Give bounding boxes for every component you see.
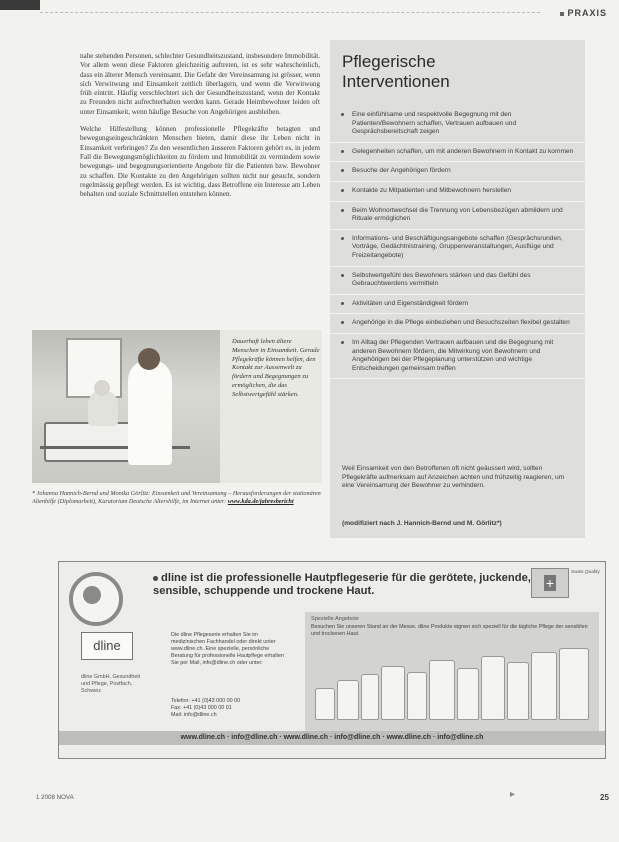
bullet-icon (341, 321, 344, 324)
bullet-icon (153, 576, 158, 581)
contact-line[interactable]: Telefon: +41 (0)43 000 00 00 (171, 698, 241, 704)
swiss-quality-label: Swiss Quality (571, 570, 600, 575)
product-bottle (507, 662, 529, 720)
list-item (330, 202, 585, 230)
list-item-text: Selbstwertgefühl des Bewohners stärken und das Gefühl des Gebrauchtwerdens vermitteln (352, 271, 531, 288)
interventions-box (330, 40, 585, 538)
list-item-text: Kontakte zu Mitpatienten und Mitbewohnern herstellen (352, 186, 512, 194)
list-item (330, 314, 585, 334)
box-title-line: Pflegerische (342, 52, 436, 71)
list-item-text: Angehörige in die Pflege einbeziehen und Besuchszeiten flexibel gestalten (352, 319, 570, 327)
ad-url-bar[interactable]: www.dline.ch · info@dline.ch · www.dline.ch · info@dline.ch · www.dline.ch · info@dline.ch (59, 731, 605, 745)
list-item (330, 267, 585, 295)
box-title-line: Interventionen (342, 72, 450, 91)
advertisement (58, 561, 606, 759)
product-bottle (361, 674, 379, 720)
product-bottle (481, 656, 505, 720)
brand-logo: dline (81, 632, 133, 660)
bullet-icon (341, 274, 344, 277)
list-item-text: Eine einfühlsame und respektvolle Begegnung mit den Patienten/Bewohnern schaffen, Vertrauen aufbauen und Gesprächsbereitschaft zeigen (352, 111, 517, 136)
list-item (330, 106, 585, 143)
list-item (330, 162, 585, 182)
product-bottle (559, 648, 589, 720)
footnote-link[interactable]: www.kda.de/jahresbericht (227, 498, 294, 505)
section-tag (560, 8, 607, 18)
list-item-text: Informations- und Beschäftigungsangebote schaffen (Gesprächsrunden, Vorträge, Gedächtnistraining, Gruppenveranstaltungen, Ausflüge und Freizeitangebote) (352, 234, 563, 259)
photo-block (32, 330, 322, 483)
patient-head-shape (94, 380, 110, 396)
ad-contacts (171, 698, 291, 719)
bullet-icon (341, 237, 344, 240)
bullet-icon (341, 169, 344, 172)
photo-caption: Dauerhaft leben ältere Menschen in Einsamkeit. Gerade Pflegekräfte können helfen, den Kontakt zur Aussenwelt zu fördern und Begegnungen zu ermöglichen, die das Selbstwertgefühl stärken. (232, 338, 320, 398)
footnote-text: * Johanna Hannich-Bernd und Monika Görlitz: Einsamkeit und Vereinsamung – Herausforderungen der stationären Altenhilfe (Diplomarbeit), Kuratorium Deutsche Altershilfe, im Internet unter: (32, 490, 321, 505)
page-number: 25 (600, 793, 609, 802)
product-bottle (407, 672, 427, 720)
list-item-text: Beim Wohnortwechsel die Trennung von Lebensbezügen abmildern und Rituale ermöglichen (352, 206, 563, 223)
swiss-quality-badge (531, 568, 569, 598)
company-info: dline GmbH, Gesundheit und Pflege, Postfach, Schweiz (81, 674, 141, 694)
box-source: (modifiziert nach J. Hannich-Bernd und M. Görlitz*) (342, 520, 502, 527)
product-bottle (337, 680, 359, 720)
bullet-icon (341, 341, 344, 344)
bullet-icon (341, 302, 344, 305)
contact-line: Fax: +41 (0)43 000 00 01 (171, 705, 232, 711)
product-bottle (429, 660, 455, 720)
box-note: Weil Einsamkeit von den Betroffenen oft nicht geäussert wird, sollten Pflegekräfte aufmerksam auf Anzeichen achten und frühzeitig reagieren, um eine Vereinsamung der Bewohner zu verhindern. (342, 465, 565, 490)
paragraph: nahe stehenden Personen, schlechter Gesundheitszustand, insbesondere Immobilität. Vor allem wenn diese Faktoren gleichzeitig auftreten, ist es sehr wahrscheinlich, dass ein älterer Mensch vereinsamt. Die Gefahr der Vereinsamung ist grösser, wenn sich Verwitwung und Einsamkeit zeitlich überlagern, und wenn die Verwitwung früh eintritt. Häufig verschlechtert sich der Gesundheitszustand, wenn der Kontakt zu Freunden nicht aufrechterhalten werden kann. Gerade Heimbewohner leiden oft unter Einsamkeit, wenn häufige Besuche von Angehörigen ausbleiben. (80, 52, 320, 116)
bullet-icon (341, 150, 344, 153)
issue-label: 1 2008 NOVA (36, 794, 74, 801)
bullet-icon (341, 189, 344, 192)
top-divider (40, 12, 540, 14)
product-bottle (315, 688, 335, 720)
product-bottle (381, 666, 405, 720)
bullet-icon (560, 12, 564, 16)
arrow-icon: ▸ (510, 789, 516, 800)
contact-line[interactable]: Mail: info@dline.ch (171, 712, 217, 718)
footnote (32, 490, 322, 506)
list-item (330, 230, 585, 267)
list-item-text: Besuche der Angehörigen fördern (352, 167, 451, 175)
list-item (330, 334, 585, 379)
bullet-icon (341, 113, 344, 116)
corner-mark (0, 0, 40, 10)
list-item-text: Gelegenheiten schaffen, um mit anderen Bewohnern in Kontakt zu kommen (352, 147, 574, 155)
ad-body: Die dline Pflegeserie erhalten Sie im medizinischen Fachhandel oder direkt unter www.dline.ch. Eine spezielle, persönliche Beratung für professionelle Hautpflege erhalten Sie per Mail, info@dline.ch oder unter: (171, 632, 284, 666)
interventions-list (330, 106, 585, 379)
left-column (80, 52, 320, 207)
list-item-text: Aktivitäten und Eigenständigkeit fördern (352, 299, 469, 307)
list-item (330, 295, 585, 315)
product-bottle (531, 652, 557, 720)
swiss-cross-icon: + (545, 575, 555, 591)
panel-text: Besuchen Sie unseren Stand an der Messe. dline Produkte eignen sich speziell für die tägliche Pflege der sensiblen und trockenen Haut. (311, 624, 588, 637)
list-item-text: Im Alltag der Pflegenden Vertrauen aufbauen und die Begegnung mit anderen Bewohnern fördern, die Mitwirkung von Bewohnern und Angehörigen bei der Pflegeplanung unterstützen und wichtige Entscheidungen gemeinsam treffen (352, 338, 554, 372)
section-label: PRAXIS (567, 8, 607, 18)
ad-headline-text: dline ist die professionelle Hautpflegeserie für die gerötete, juckende, sensible, schuppende und trockene Haut. (153, 572, 531, 597)
list-item (330, 143, 585, 163)
ad-headline (153, 572, 533, 598)
product-panel (305, 612, 599, 732)
product-bottle (457, 668, 479, 720)
logo-core (83, 586, 101, 604)
nurse-head-shape (138, 348, 160, 370)
bullet-icon (341, 209, 344, 212)
logo-icon (69, 572, 123, 626)
panel-title: Spezielle Angebote (311, 616, 359, 622)
paragraph: Welche Hilfestellung können professionelle Pflegekräfte betagten und bewegungseingeschränkten Menschen bieten, damit diese ihr Leben nicht in Einsamkeit verbringen? Zu den wesentlichen äusseren Faktoren gehört es, in jedem Fall die Bewegungsmöglichkeiten zu fördern und Immobilität zu vermindern sowie bewegungs- und begegnungsorientierte Angebote für die Patienten bzw. Bewohner zu schaffen. Die Kontakte zu den Angehörigen sollten nicht nur gesucht, sondern regelmässig gepflegt werden. Es ist wichtig, dass Betroffene ein Interesse am Leben behalten und soziale Schnittstellen entstehen können. (80, 125, 320, 199)
box-title (342, 52, 450, 92)
nurse-shape (128, 360, 172, 465)
nursing-photo (32, 330, 220, 483)
list-item (330, 182, 585, 202)
